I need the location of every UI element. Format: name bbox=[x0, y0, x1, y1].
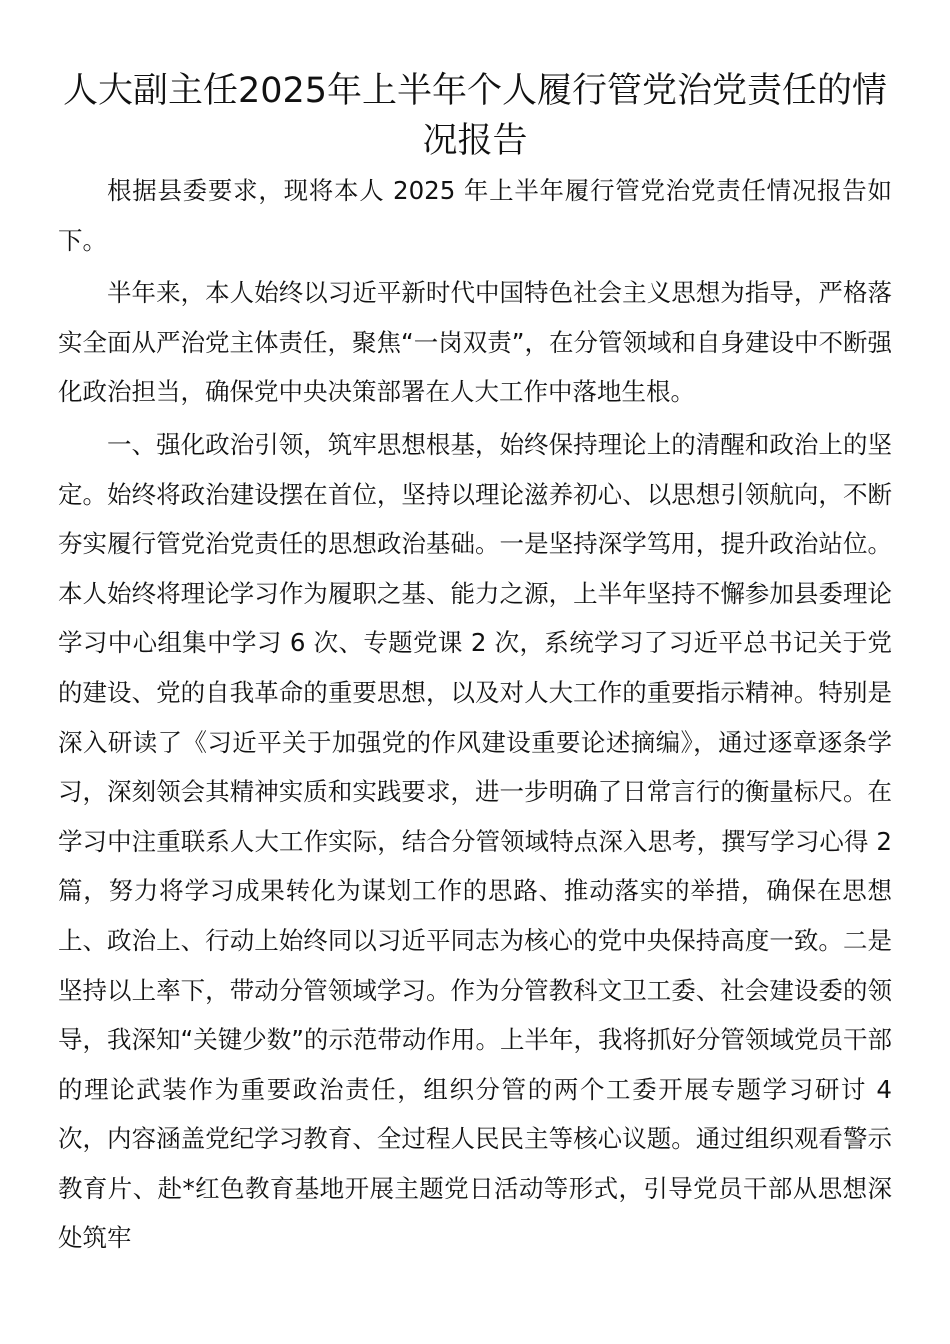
paragraph-intro: 根据县委要求，现将本人 2025 年上半年履行管党治党责任情况报告如下。 bbox=[58, 176, 892, 255]
document-title: 人大副主任2025年上半年个人履行管党治党责任的情况报告 bbox=[62, 71, 888, 161]
paragraph-overview: 半年来，本人始终以习近平新时代中国特色社会主义思想为指导，严格落实全面从严治党主体责任，聚焦“一岗双责”，在分管领域和自身建设中不断强化政治担当，确保党中央决策部署在人大工作中落地生根。 bbox=[58, 278, 892, 407]
paragraph-section-one: 一、强化政治引领，筑牢思想根基，始终保持理论上的清醒和政治上的坚定。始终将政治建设摆在首位，坚持以理论滋养初心、以思想引领航向，不断夯实履行管党治党责任的思想政治基础。一是坚持深学笃用，提升政治站位。本人始终将理论学习作为履职之基、能力之源，上半年坚持不懈参加县委理论学习中心组集中学习 6 次、专题党课 2 次，系统学习了习近平总书记关于党的建设、党的自我革命的重要思想，以及对人大工作的重要指示精神。特别是深入研读了《习近平关于加强党的作风建设重要论述摘编》，通过逐章逐条学习，深刻领会其精神实质和实践要求，进一步明确了日常言行的衡量标尺。在学习中注重联系人大工作实际，结合分管领域特点深入思考，撰写学习心得 2 篇，努力将学习成果转化为谋划工作的思路、推动落实的举措，确保在思想上、政治上、行动上始终同以习近平同志为核心的党中央保持高度一致。二是坚持以上率下，带动分管领域学习。作为分管教科文卫工委、社会建设委的领导，我深知“关键少数”的示范带动作用。上半年，我将抓好分管领域党员干部的理论武装作为重要政治责任，组织分管的两个工委开展专题学习研讨 4 次，内容涵盖党纪学习教育、全过程人民民主等核心议题。通过组织观看警示教育片、赴*红色教育基地开展主题党日活动等形式，引导党员干部从思想深处筑牢 bbox=[58, 429, 892, 1253]
document-page bbox=[58, 66, 892, 1263]
